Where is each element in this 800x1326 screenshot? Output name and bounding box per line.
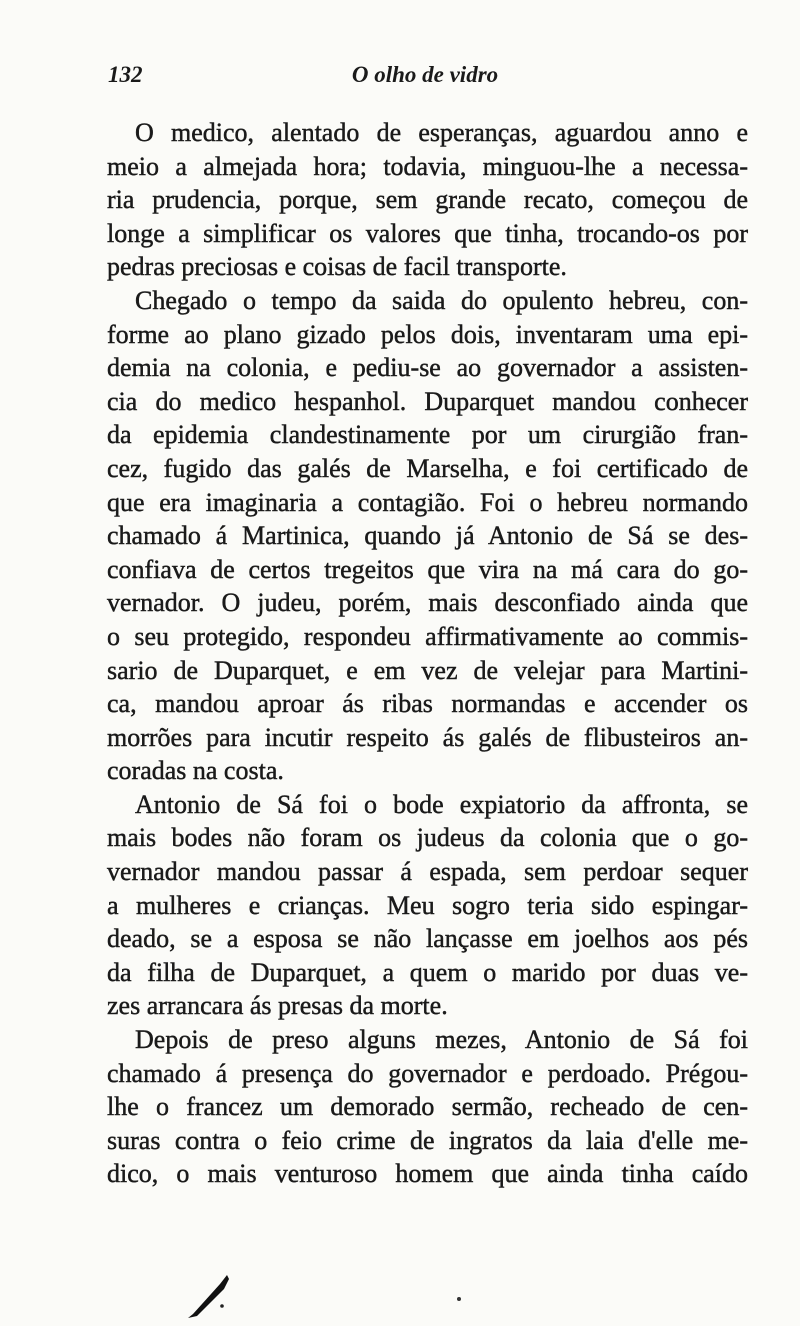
text-line: chamado á Martinica, quando já Antonio de Sá se des- xyxy=(107,521,748,551)
ink-speck xyxy=(457,1297,461,1301)
text-line: vernador mandou passar á espada, sem perdoar sequer xyxy=(107,857,748,887)
text-line: deado, se a esposa se não lançasse em joelhos aos pés xyxy=(107,924,748,954)
text-line: sario de Duparquet, e em vez de velejar para Martini- xyxy=(107,655,748,685)
text-line: da epidemia clandestinamente por um cirurgião fran- xyxy=(107,420,748,450)
ink-stroke-mark-icon xyxy=(180,1270,240,1322)
body-text xyxy=(107,116,748,1191)
text-line: Depois de preso alguns mezes, Antonio de Sá foi xyxy=(135,1025,748,1055)
text-line: a mulheres e crianças. Meu sogro teria sido espingar- xyxy=(107,890,748,920)
text-line: meio a almejada hora; todavia, minguou-lhe a necessa- xyxy=(107,151,748,181)
text-line: lhe o francez um demorado sermão, recheado de cen- xyxy=(107,1092,748,1122)
text-line: mais bodes não foram os judeus da colonia que o go- xyxy=(107,823,748,853)
text-line: ca, mandou aproar ás ribas normandas e accender os xyxy=(107,689,748,719)
text-line: O medico, alentado de esperanças, aguardou anno e xyxy=(135,118,748,147)
paragraph xyxy=(107,116,748,284)
text-line: cez, fugido das galés de Marselha, e foi certificado de xyxy=(107,453,748,483)
text-line: morrões para incutir respeito ás galés de flibusteiros an- xyxy=(107,722,748,752)
running-title: O olho de vidro xyxy=(351,62,499,87)
text-line: confiava de certos tregeitos que vira na má cara do go- xyxy=(107,554,748,584)
paragraph xyxy=(107,1023,748,1191)
text-line: pedras preciosas e coisas de facil transporte. xyxy=(107,252,567,282)
text-line: vernador. O judeu, porém, mais desconfiado ainda que xyxy=(107,588,748,618)
text-line: chamado á presença do governador e perdoado. Prégou- xyxy=(107,1058,748,1088)
text-line: dico, o mais venturoso homem que ainda tinha caído xyxy=(107,1159,748,1189)
text-line: Antonio de Sá foi o bode expiatorio da affronta, se xyxy=(135,789,748,819)
text-line: forme ao plano gizado pelos dois, inventaram uma epi- xyxy=(107,319,748,349)
text-line: que era imaginaria a contagião. Foi o hebreu normando xyxy=(107,487,748,517)
text-line: o seu protegido, respondeu affirmativamente ao commis- xyxy=(107,621,748,651)
paragraph xyxy=(107,284,748,788)
text-line: demia na colonia, e pediu-se ao governador a assisten- xyxy=(107,353,748,383)
text-line: da filha de Duparquet, a quem o marido por duas ve- xyxy=(107,957,748,987)
text-line: longe a simplificar os valores que tinha, trocando-os por xyxy=(107,218,748,248)
text-line: zes arrancara ás presas da morte. xyxy=(107,991,448,1021)
text-line: Chegado o tempo da saida do opulento hebreu, con- xyxy=(135,285,748,315)
paragraph xyxy=(107,788,748,1023)
text-line: suras contra o feio crime de ingratos da laia d'elle me- xyxy=(107,1125,748,1155)
page-number: 132 xyxy=(108,62,143,87)
text-line: cia do medico hespanhol. Duparquet mandou conhecer xyxy=(107,386,748,416)
text-line: ria prudencia, porque, sem grande recato, começou de xyxy=(107,185,748,215)
text-line: coradas na costa. xyxy=(107,756,284,786)
